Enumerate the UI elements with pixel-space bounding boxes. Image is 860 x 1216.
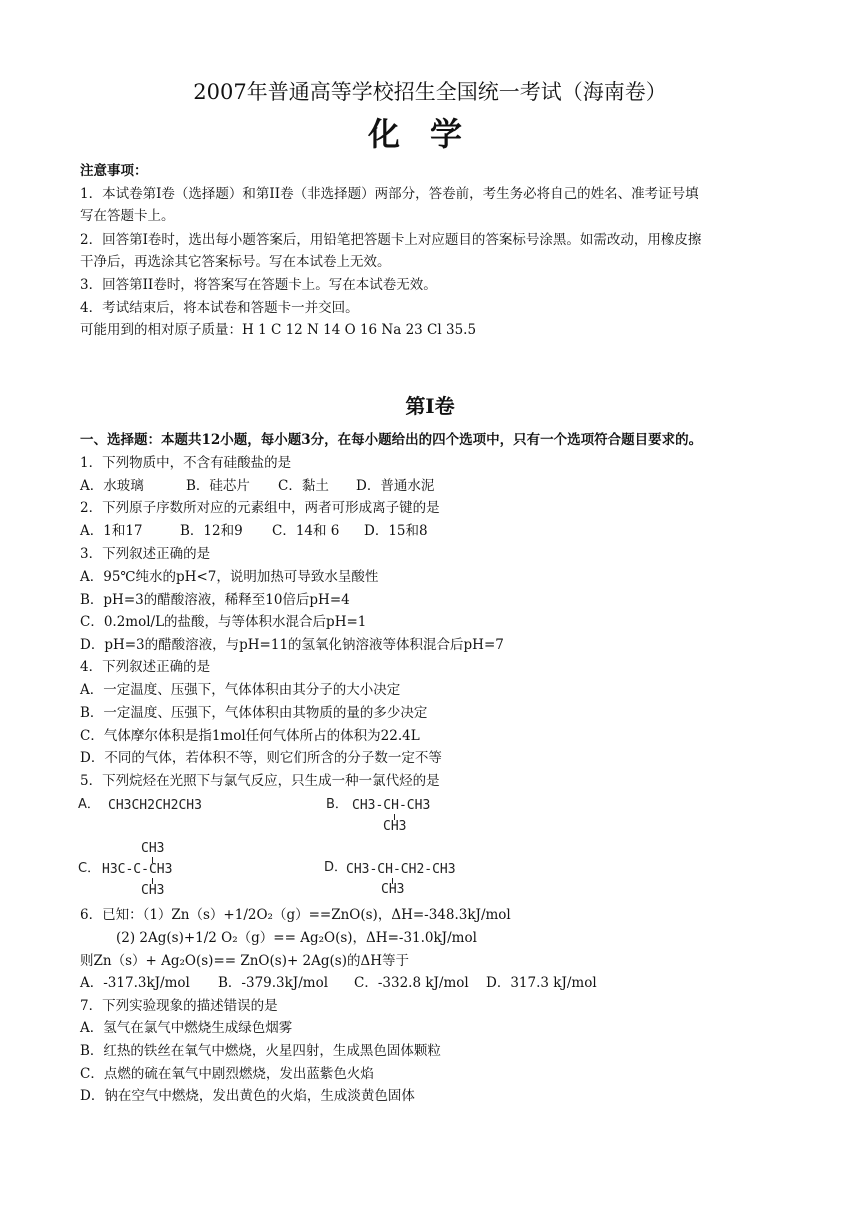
q6-line-3: 则Zn（s）+ Ag₂O(s)== ZnO(s)+ 2Ag(s)的ΔH等于	[80, 953, 410, 969]
q2-option-c: C．14和 6	[272, 523, 340, 539]
q5-a-formula: CH3CH2CH2CH3	[108, 798, 202, 813]
q5-d-main: CH3-CH-CH2-CH3	[346, 862, 456, 877]
notes-heading: 注意事项：	[80, 163, 148, 179]
q5-c-main: H3C-C-CH3	[102, 862, 173, 877]
q5-b-main: CH3-CH-CH3	[352, 798, 431, 813]
q6-option-d: D．317.3 kJ/mol	[486, 975, 597, 991]
q2-option-d: D．15和8	[364, 523, 428, 539]
note-line-6: 4．考试结束后，将本试卷和答题卡一并交回。	[80, 300, 359, 316]
q4-option-a: A．一定温度、压强下，气体体积由其分子的大小决定	[80, 682, 401, 698]
q5-b-branch: CH3	[383, 819, 407, 834]
q7-option-d: D．钠在空气中燃烧，发出黄色的火焰，生成淡黄色固体	[80, 1088, 415, 1104]
q5-a-label: A．	[78, 797, 100, 812]
q6-options	[80, 973, 597, 993]
q2-option-a: A．1和17	[80, 523, 143, 539]
q6-option-a: A．-317.3kJ/mol	[80, 975, 190, 991]
atomic-mass-line: 可能用到的相对原子质量：H 1 C 12 N 14 O 16 Na 23 Cl 35.5	[80, 322, 477, 338]
q7-option-c: C．点燃的硫在氧气中剧烈燃烧，发出蓝紫色火焰	[80, 1066, 374, 1082]
q2-option-b: B．12和9	[180, 523, 243, 539]
note-line-4: 干净后，再选涂其它答案标号。写在本试卷上无效。	[80, 254, 391, 270]
note-line-2: 写在答题卡上。	[80, 208, 175, 224]
note-line-3: 2．回答第I卷时，选出每小题答案后，用铅笔把答题卡上对应题目的答案标号涂黑。如需改动，用橡皮擦	[80, 232, 702, 248]
q5-b-label: B．	[326, 797, 348, 812]
q7-stem: 7．下列实验现象的描述错误的是	[80, 998, 278, 1014]
q6-line-2: (2) 2Ag(s)+1/2 O₂（g）== Ag₂O(s)，ΔH=-31.0kJ/mol	[116, 930, 477, 946]
q5-d-label: D．	[324, 860, 348, 875]
q6-option-c: C．-332.8 kJ/mol	[354, 975, 469, 991]
q1-option-d: D．普通水泥	[356, 478, 435, 494]
q1-option-a: A．水玻璃	[80, 478, 144, 494]
q3-option-b: B．pH=3的醋酸溶液，稀释至10倍后pH=4	[80, 592, 350, 608]
section-instruction: 一、选择题：本题共12小题，每小题3分，在每小题给出的四个选项中，只有一个选项符合题目要求的。	[80, 432, 703, 448]
q5-stem: 5．下列烷烃在光照下与氯气反应，只生成一种一氯代烃的是	[80, 773, 440, 789]
section-title: 第I卷	[405, 394, 455, 418]
q3-stem: 3．下列叙述正确的是	[80, 546, 211, 562]
q6-option-b: B．-379.3kJ/mol	[218, 975, 329, 991]
exam-title: 2007年普通高等学校招生全国统一考试（海南卷）	[193, 80, 667, 104]
q1-option-c: C．黏土	[278, 478, 329, 494]
q3-option-a: A．95℃纯水的pH<7，说明加热可导致水呈酸性	[80, 569, 379, 585]
q6-line-1: 6．已知：（1）Zn（s）+1/2O₂（g）==ZnO(s)，ΔH=-348.3kJ/mol	[80, 907, 511, 923]
q5-c-bottom: CH3	[141, 883, 165, 898]
q7-option-a: A．氢气在氯气中燃烧生成绿色烟雾	[80, 1020, 293, 1036]
q5-c-top: CH3	[141, 841, 165, 856]
q4-stem: 4．下列叙述正确的是	[80, 659, 211, 675]
q1-option-b: B．硅芯片	[186, 478, 250, 494]
q7-option-b: B．红热的铁丝在氧气中燃烧，火星四射，生成黑色固体颗粒	[80, 1043, 441, 1059]
q1-stem: 1．下列物质中，不含有硅酸盐的是	[80, 455, 292, 471]
note-line-1: 1．本试卷第I卷（选择题）和第II卷（非选择题）两部分，答卷前，考生务必将自己的姓名、准考证号填	[80, 186, 699, 202]
q3-option-d: D．pH=3的醋酸溶液，与pH=11的氢氧化钠溶液等体积混合后pH=7	[80, 637, 504, 653]
q1-options	[80, 476, 434, 496]
q2-options	[80, 521, 428, 541]
note-line-5: 3．回答第II卷时，将答案写在答题卡上。写在本试卷无效。	[80, 277, 437, 293]
q4-option-b: B．一定温度、压强下，气体体积由其物质的量的多少决定	[80, 705, 428, 721]
subject-title: 化学	[367, 115, 492, 153]
q2-stem: 2．下列原子序数所对应的元素组中，两者可形成离子键的是	[80, 500, 440, 516]
q4-option-c: C．气体摩尔体积是指1mol任何气体所占的体积为22.4L	[80, 728, 420, 744]
q5-d-branch: CH3	[381, 882, 405, 897]
q5-c-label: C．	[78, 861, 101, 876]
q3-option-c: C．0.2mol/L的盐酸，与等体积水混合后pH=1	[80, 614, 367, 630]
q4-option-d: D．不同的气体，若体积不等，则它们所含的分子数一定不等	[80, 750, 442, 766]
